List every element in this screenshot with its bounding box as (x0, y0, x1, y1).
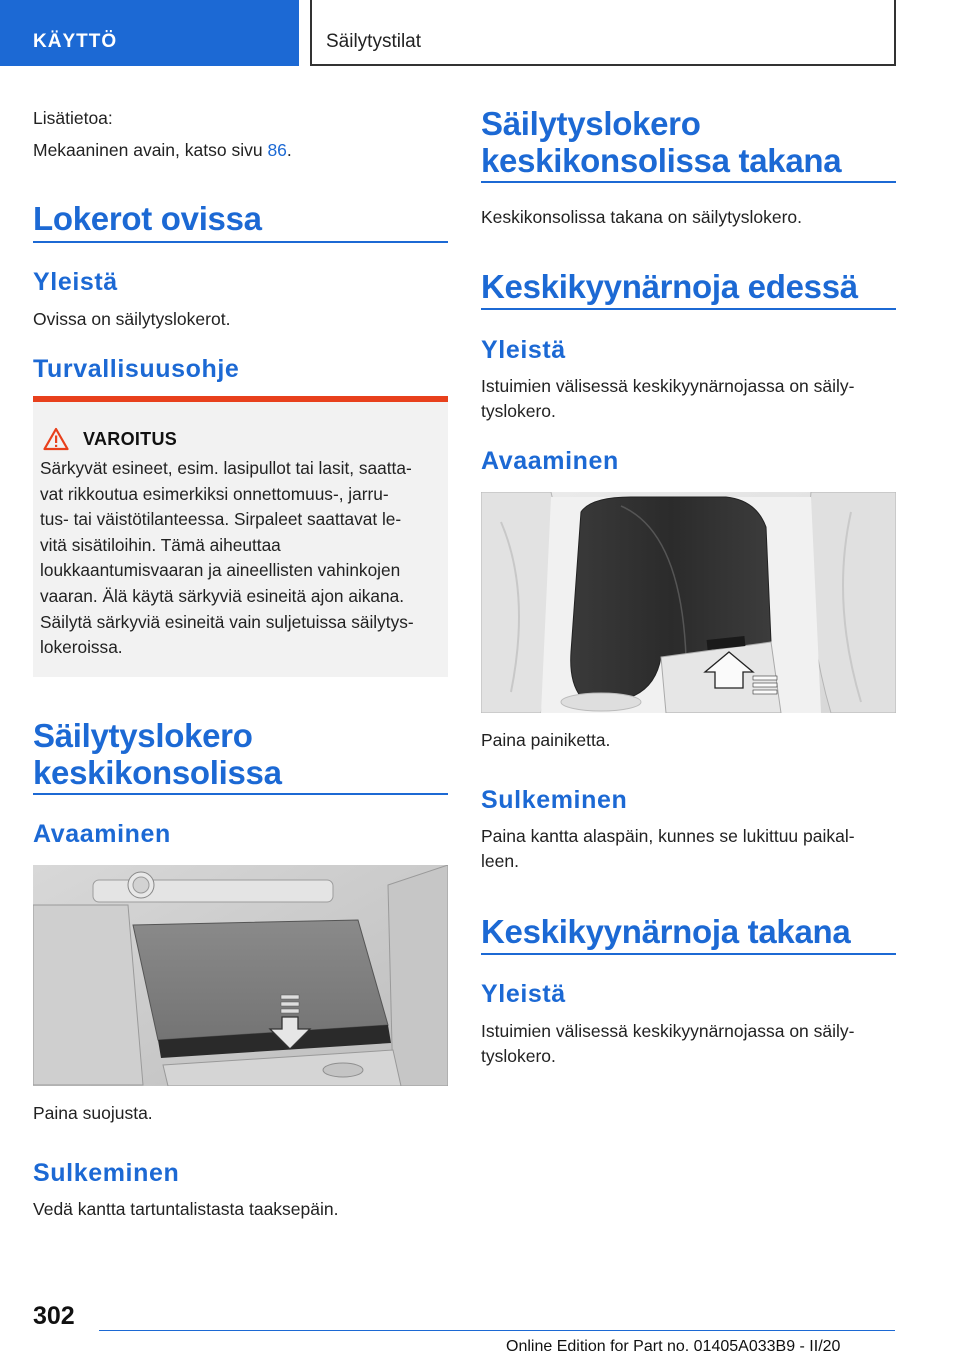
front-general-text (481, 374, 896, 424)
front-armrest-image (481, 492, 896, 713)
heading-rule (481, 953, 896, 955)
heading-rear-armrest: Keskikyynärnoja takana (481, 913, 851, 950)
warning-box (33, 396, 448, 677)
warning-line: loukkaantumisvaaran ja aineellisten vahinkojen (40, 560, 401, 581)
subheading-general: Yleistä (33, 268, 118, 296)
warning-line: vaaran. Älä käytä särkyviä esineitä ajon aikana. (40, 585, 405, 606)
closing-text (481, 824, 896, 874)
heading-line: keskikonsolissa takana (481, 142, 842, 179)
warning-line: Säilytä särkyviä esineitä vain suljetuissa säilytys- (40, 611, 414, 632)
heading-rule (33, 793, 448, 795)
page-link[interactable]: 86 (267, 140, 287, 160)
text-line: leen. (481, 851, 519, 871)
header-section-tab: KÄYTTÖ (0, 0, 299, 66)
heading-door-compartments: Lokerot ovissa (33, 200, 262, 237)
footer-edition: Online Edition for Part no. 01405A033B9 - II/20 (506, 1338, 841, 1355)
warning-header (40, 424, 440, 454)
heading-rule (481, 308, 896, 310)
rear-console-text: Keskikonsolissa takana on säilytyslokero. (481, 207, 802, 227)
heading-line: Säilytyslokero (481, 105, 701, 142)
opening-caption: Paina suojusta. (33, 1103, 153, 1123)
subheading-general: Yleistä (481, 336, 566, 364)
info-text-prefix: Mekaaninen avain, katso sivu (33, 140, 268, 160)
text-line: tyslokero. (481, 401, 556, 421)
info-suffix: . (286, 140, 292, 160)
warning-line: vat rikkoutua esimerkiksi onnettomuus-, jarru- (40, 483, 389, 504)
text-line: tyslokero. (481, 1046, 556, 1066)
warning-line: vitä sisätiloihin. Tämä aiheuttaa (40, 534, 281, 555)
subheading-opening: Avaaminen (33, 820, 171, 848)
subheading-opening: Avaaminen (481, 447, 619, 475)
heading-line: keskikonsolissa (33, 754, 282, 791)
info-label: Lisätietoa: (33, 108, 113, 128)
warning-text (40, 456, 440, 661)
info-text (33, 138, 448, 163)
subheading-closing: Sulkeminen (481, 786, 628, 814)
text-line: Istuimien välisessä keskikyynärnojassa on säily- (481, 376, 855, 396)
general-text: Ovissa on säilytyslokerot. (33, 309, 231, 329)
subheading-general: Yleistä (481, 980, 566, 1008)
subheading-safety: Turvallisuusohje (33, 355, 240, 383)
warning-triangle-icon (43, 427, 69, 451)
text-line: Istuimien välisessä keskikyynärnojassa on säily- (481, 1021, 855, 1041)
heading-line: Säilytyslokero (33, 717, 253, 754)
heading-front-armrest: Keskikyynärnoja edessä (481, 268, 858, 305)
heading-rule (481, 181, 896, 183)
console-storage-image (33, 865, 448, 1086)
opening-caption: Paina painiketta. (481, 730, 611, 750)
warning-title: VAROITUS (83, 428, 178, 449)
rear-general-text (481, 1019, 896, 1069)
subheading-closing: Sulkeminen (33, 1159, 180, 1187)
heading-rule (33, 241, 448, 243)
warning-line: Särkyvät esineet, esim. lasipullot tai lasit, saatta- (40, 458, 412, 478)
page-number: 302 (33, 1302, 75, 1330)
heading-rear-console-storage (481, 105, 841, 179)
warning-line: lokeroissa. (40, 637, 123, 658)
warning-line: tus- tai väistötilanteessa. Sirpaleet saattavat le- (40, 509, 402, 530)
text-line: Paina kantta alaspäin, kunnes se lukittuu paikal- (481, 826, 855, 846)
footer-rule (99, 1330, 895, 1331)
heading-console-storage (33, 717, 282, 791)
header-title: Säilytystilat (326, 31, 422, 52)
closing-text: Vedä kantta tartuntalistasta taaksepäin. (33, 1199, 339, 1219)
